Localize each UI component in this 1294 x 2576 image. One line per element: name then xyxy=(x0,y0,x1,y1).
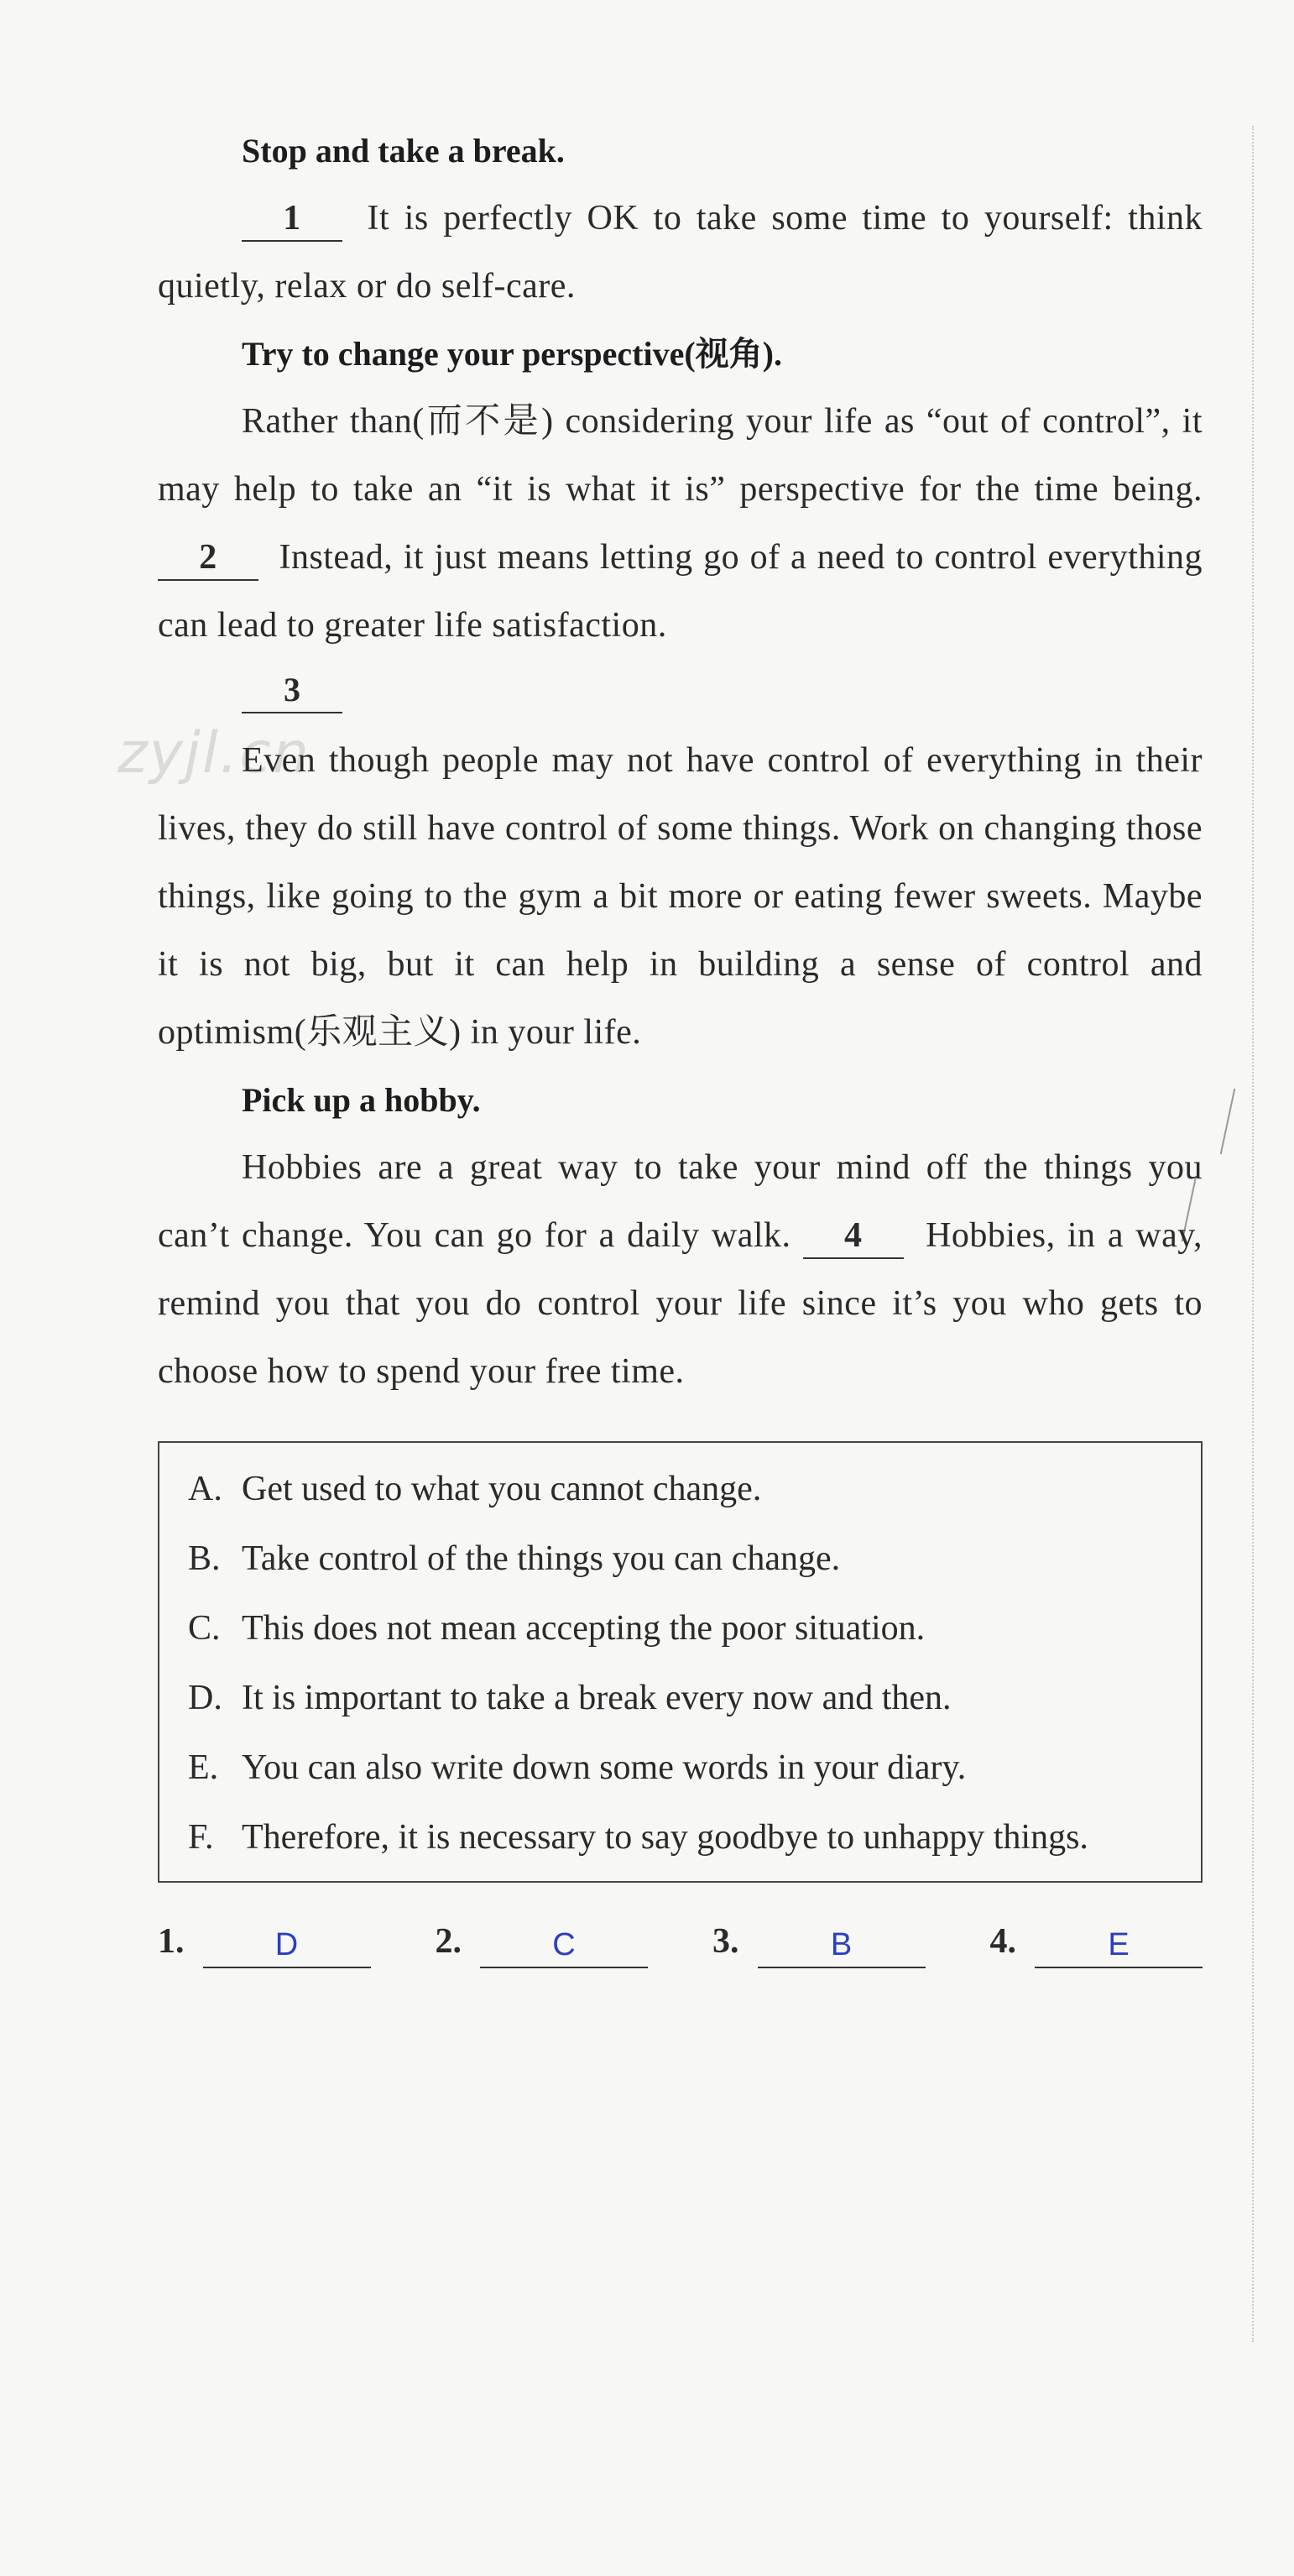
option-text: You can also write down some words in your diary. xyxy=(242,1748,967,1787)
answer-item xyxy=(712,1908,926,1975)
option-letter: F. xyxy=(188,1818,214,1857)
heading-blank-3 xyxy=(242,660,1203,727)
answer-field[interactable]: B xyxy=(758,1923,926,1968)
option-text: Get used to what you cannot change. xyxy=(242,1470,762,1508)
blank-1: 1 xyxy=(242,196,342,242)
answer-number: 1. xyxy=(158,1922,185,1961)
option-item xyxy=(188,1455,1177,1524)
options-box xyxy=(158,1441,1203,1883)
answer-number: 4. xyxy=(989,1922,1016,1961)
option-item xyxy=(188,1524,1177,1594)
paragraph-2-text-before: Rather than(而不是) considering your life as “out of control”, it may help to take an “it is what it is” perspective for the time being. xyxy=(158,402,1203,509)
answer-field[interactable]: D xyxy=(203,1923,371,1968)
option-letter: B. xyxy=(188,1539,221,1578)
blank-4: 4 xyxy=(803,1214,904,1259)
blank-2: 2 xyxy=(158,536,258,581)
answer-item xyxy=(436,1908,649,1975)
section-heading-break: Stop and take a break. xyxy=(242,132,565,170)
option-item xyxy=(188,1803,1177,1873)
paragraph-3: Even though people may not have control of everything in their lives, they do still have control of some things. Work on changing those things, like going to the gym a bit more or eating fewer sweets. Maybe it is not big, but it can help in building a sense of control and optimism(乐观主义) in your life. xyxy=(158,741,1203,1052)
option-text: This does not mean accepting the poor situation. xyxy=(242,1609,926,1648)
answer-number: 2. xyxy=(435,1922,462,1961)
option-letter: D. xyxy=(188,1679,222,1717)
blank-3: 3 xyxy=(242,668,342,713)
paragraph-2-text-after: Instead, it just means letting go of a need to control everything can lead to greater life satisfaction. xyxy=(158,538,1203,645)
section-heading-hobby: Pick up a hobby. xyxy=(242,1081,481,1119)
passage xyxy=(158,118,1203,1975)
section-heading-perspective: Try to change your perspective(视角). xyxy=(242,335,782,373)
option-item xyxy=(188,1594,1177,1664)
paragraph-4-text-after: Hobbies, in a way, remind you that you do control your life since it’s you who gets to choose how to spend your free time. xyxy=(158,1216,1203,1391)
answer-number: 3. xyxy=(712,1922,739,1961)
option-letter: A. xyxy=(188,1470,222,1508)
paragraph-4 xyxy=(158,1134,1203,1406)
answer-item xyxy=(158,1908,371,1975)
paragraph-1 xyxy=(158,185,1203,321)
option-text: Take control of the things you can change. xyxy=(242,1539,841,1578)
paragraph-2 xyxy=(158,388,1203,660)
answer-row xyxy=(158,1908,1203,1975)
paragraph-4-text-before: Hobbies are a great way to take your mind off the things you can’t change. You can go for a daily walk. xyxy=(158,1148,1203,1255)
option-letter: C. xyxy=(188,1609,221,1648)
watermark: zyjl.cn xyxy=(117,720,310,786)
answer-item xyxy=(990,1908,1203,1975)
margin-dotted-rule xyxy=(1252,126,1254,2342)
option-item xyxy=(188,1664,1177,1733)
option-text: It is important to take a break every now and then. xyxy=(242,1679,952,1717)
option-text: Therefore, it is necessary to say goodbye to unhappy things. xyxy=(242,1818,1088,1857)
answer-field[interactable]: E xyxy=(1035,1923,1203,1968)
option-letter: E. xyxy=(188,1748,219,1787)
answer-field[interactable]: C xyxy=(480,1923,648,1968)
option-item xyxy=(188,1733,1177,1803)
pen-stroke-mark xyxy=(1220,1089,1236,1155)
paragraph-1-text: It is perfectly OK to take some time to yourself: think quietly, relax or do self-care. xyxy=(158,199,1203,306)
